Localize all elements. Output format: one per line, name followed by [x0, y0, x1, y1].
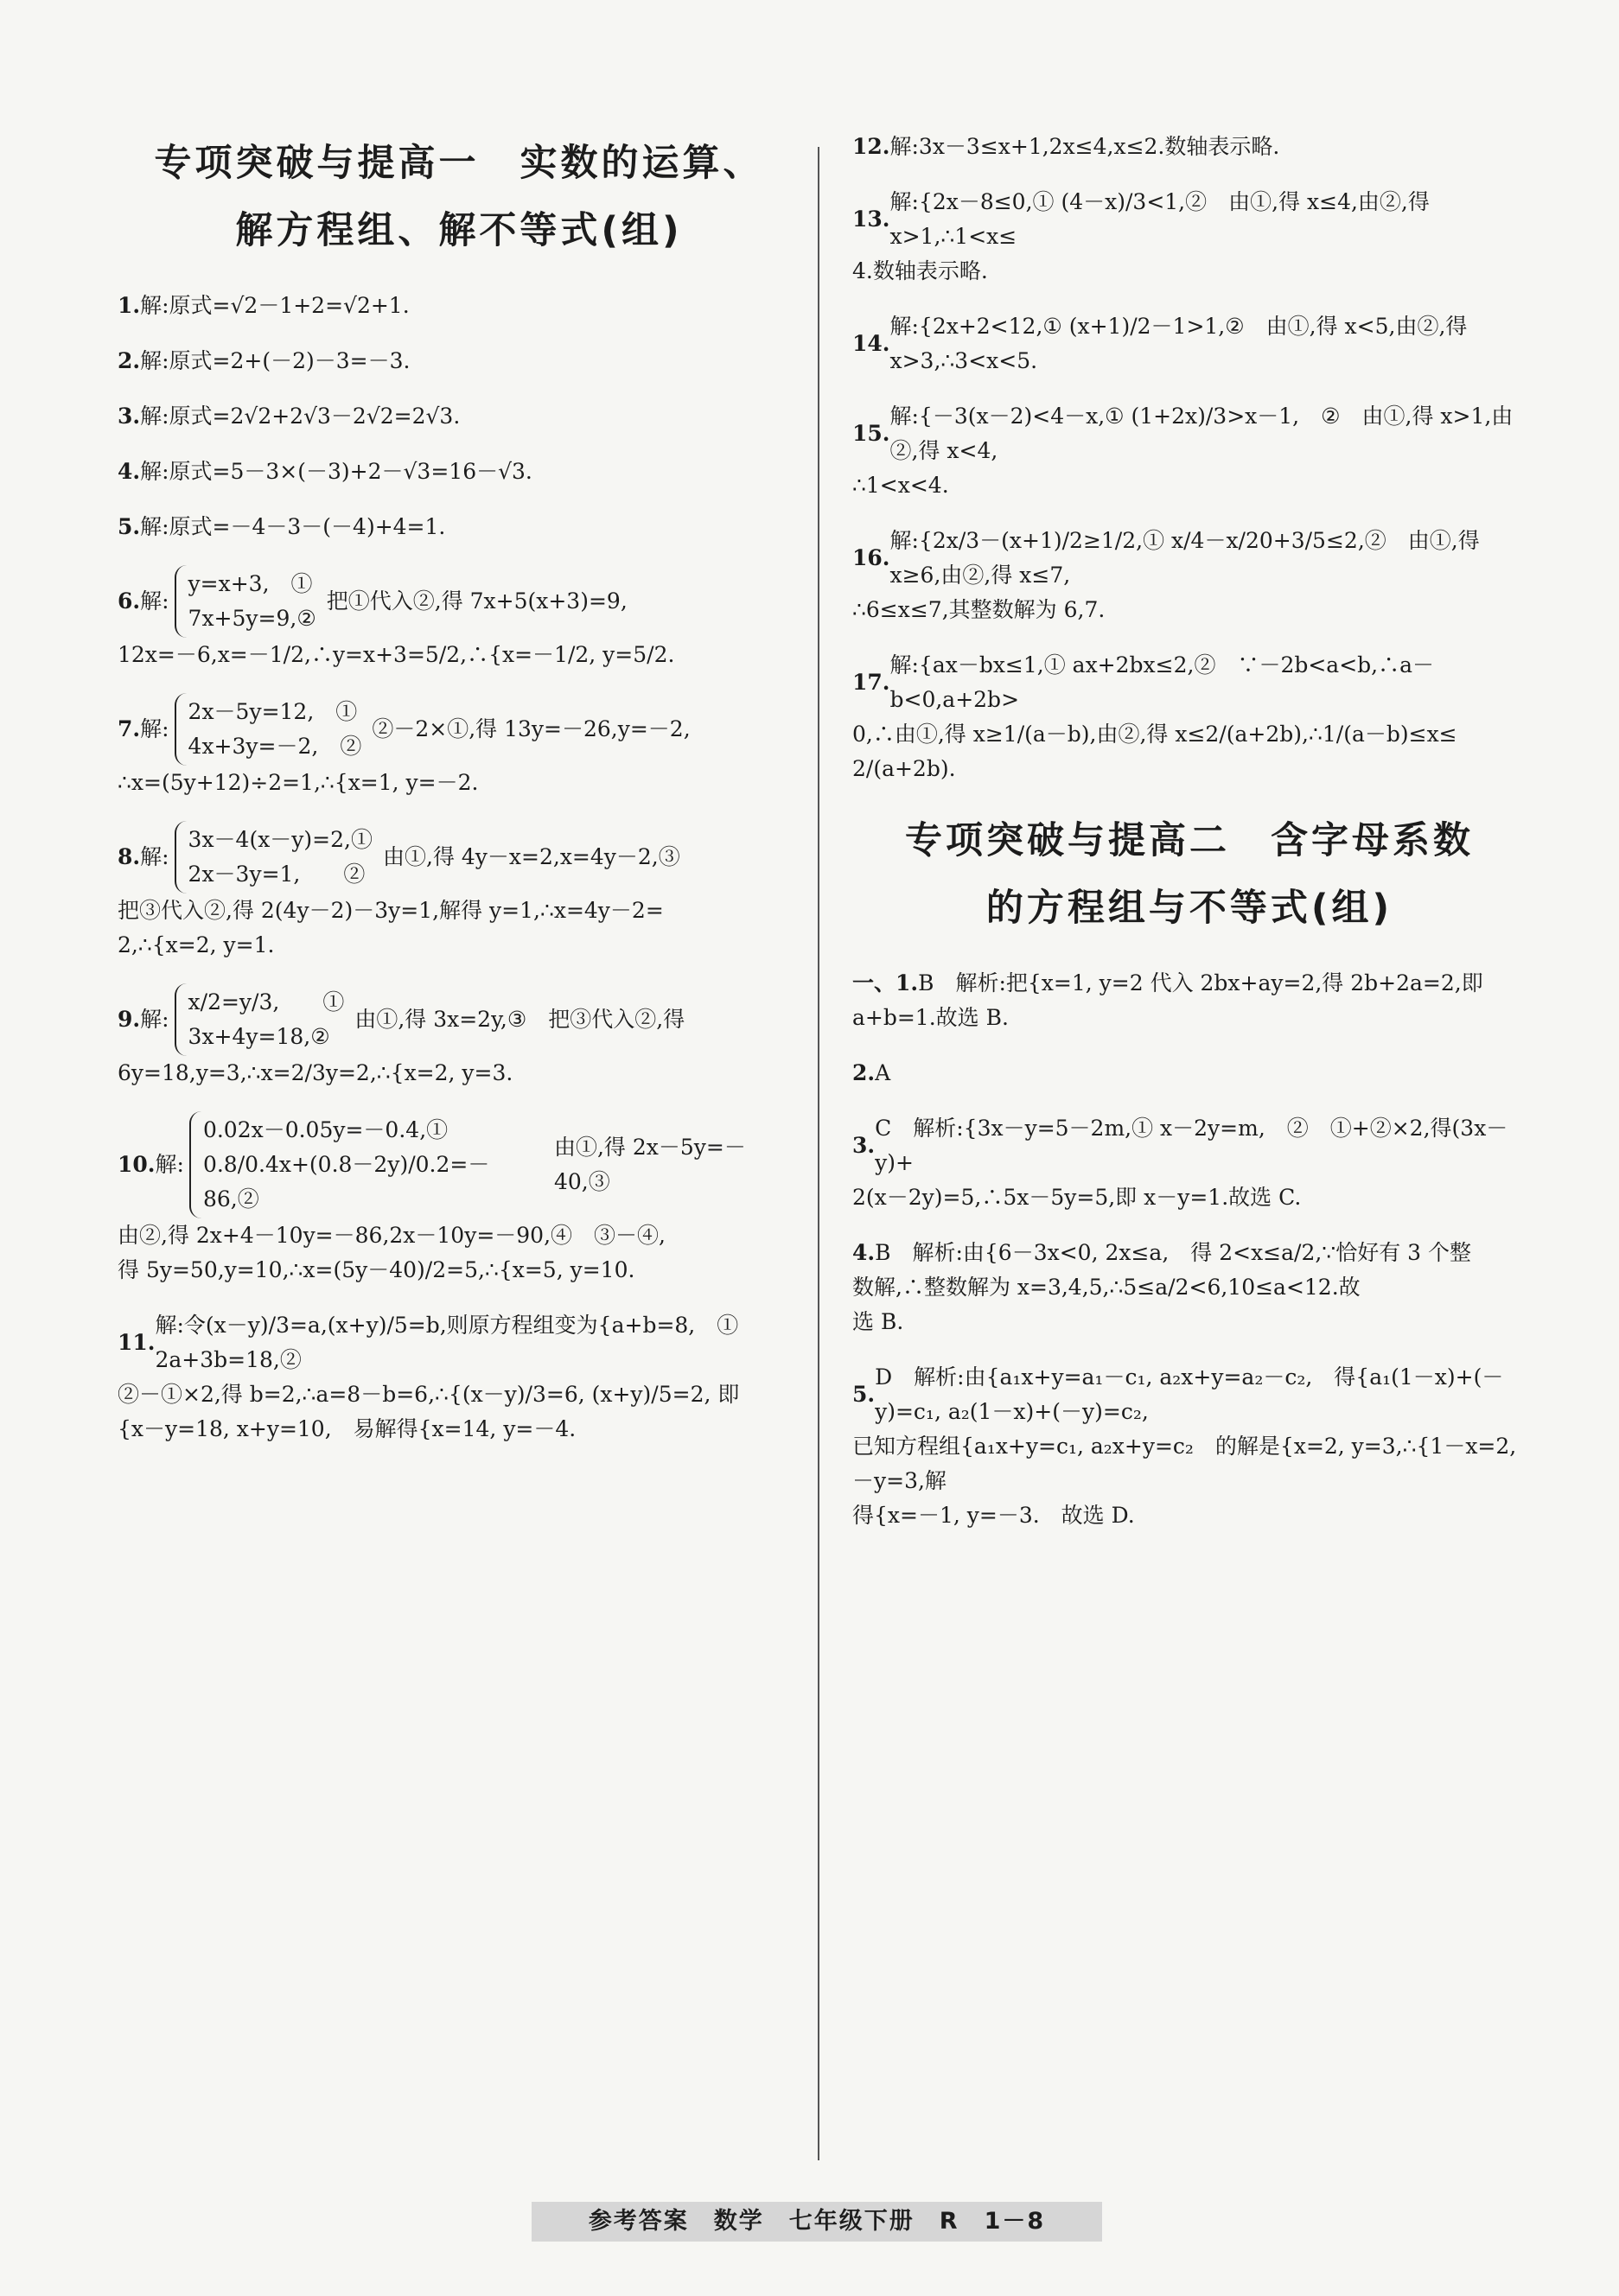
answer-item [118, 344, 800, 378]
item-line: a+b=1.故选 B. [852, 1005, 1009, 1030]
section-title-1-line-2: 解方程组、解不等式(组) [235, 209, 683, 252]
answer-item [118, 510, 800, 544]
item-number: 5. [852, 1382, 876, 1407]
item-line: D 解析:由{a₁x+y=a₁－c₁, a₂x+y=a₂－c₂, 得{a₁(1－x)+(－y)=c₁, a₂(1－x)+(－y)=c₂, [875, 1364, 1504, 1424]
section-title-2-line-1: 专项突破与提高二 含字母系数 [905, 819, 1474, 862]
item-line: 6y=18,y=3,∴x=2/3y=2,∴{x=2, y=3. [118, 1060, 513, 1085]
item-line: 已知方程组{a₁x+y=c₁, a₂x+y=c₂ 的解是{x=2, y=3,∴{1－x=2, －y=3,解 [852, 1434, 1524, 1493]
item-line: 12x=－6,x=－1/2,∴y=x+3=5/2,∴{x=－1/2, y=5/2. [118, 642, 675, 667]
item-number: 2. [118, 348, 141, 373]
answer-item [852, 1111, 1527, 1215]
item-number: 一、1. [852, 970, 919, 995]
item-line: 得 5y=50,y=10,∴x=(5y－40)/2=5,∴{x=5, y=10. [118, 1257, 635, 1282]
section-title-1-line-1: 专项突破与提高一 实数的运算、 [154, 142, 764, 185]
item-number: 3. [118, 404, 141, 429]
equation-line: 3x+4y=18,② [188, 1024, 330, 1049]
item-line: 解:原式=5－3×(－3)+2－√3=16－√3. [140, 459, 532, 484]
equation-line: 4x+3y=－2, ② [188, 734, 362, 759]
item-line: B 解析:把{x=1, y=2 代入 2bx+ay=2,得 2b+2a=2,即 [918, 970, 1483, 995]
equation-line: x/2=y/3, ① [188, 989, 345, 1014]
item-line: ∴x=(5y+12)÷2=1,∴{x=1, y=－2. [118, 770, 479, 795]
right-answer-list-1 [852, 130, 1527, 786]
item-step: 由①,得 3x=2y,③ 把③代入②,得 [354, 1007, 685, 1032]
item-line: 2(x－2y)=5,∴5x－5y=5,即 x－y=1.故选 C. [852, 1185, 1302, 1210]
item-number: 4. [118, 459, 141, 484]
item-line: 解:原式=√2－1+2=√2+1. [140, 293, 410, 318]
item-number: 16. [852, 545, 890, 570]
item-line: 由②,得 2x+4－10y=－86,2x－10y=－90,④ ③－④, [118, 1223, 666, 1248]
answer-item [118, 399, 800, 434]
item-line: 解:令(x－y)/3=a,(x+y)/5=b,则原方程组变为{a+b=8, ① 2a+3b=18,② [155, 1313, 746, 1372]
item-step: 由①,得 2x－5y=－40,③ [553, 1135, 746, 1194]
item-line: 解:原式=2√2+2√3－2√2=2√3. [140, 404, 461, 429]
item-line: 解:原式=－4－3－(－4)+4=1. [140, 514, 446, 539]
answer-item [852, 130, 1527, 164]
equation-system [175, 821, 373, 894]
equation-line: 3x－4(x－y)=2,① [188, 827, 373, 852]
answer-item [118, 565, 800, 672]
answer-item [118, 693, 800, 800]
item-line: 0,∴由①,得 x≥1/(a－b),由②,得 x≤2/(a+2b),∴1/(a－b)≤x≤ [852, 722, 1457, 747]
item-line: B 解析:由{6－3x<0, 2x≤a, 得 2<x≤a/2,∵恰好有 3 个整 [875, 1240, 1472, 1265]
item-number: 15. [852, 421, 890, 446]
item-number: 17. [852, 670, 890, 695]
item-line: ∴6≤x≤7,其整数解为 6,7. [852, 597, 1106, 622]
answer-item [852, 648, 1527, 786]
page-footer: 参考答案 数学 七年级下册 R 1－8 [532, 2202, 1102, 2242]
answer-item [852, 309, 1527, 378]
section-title-2-line-2: 的方程组与不等式(组) [985, 887, 1393, 930]
item-prefix: 解: [140, 844, 169, 869]
column-divider [818, 147, 819, 2160]
item-number: 9. [118, 1007, 141, 1032]
equation-line: y=x+3, ① [188, 571, 313, 596]
equation-line: 0.02x－0.05y=－0.4,① [202, 1117, 449, 1142]
item-line: 解:{－3(x－2)<4－x,① (1+2x)/3>x－1, ② 由①,得 x>1,由②,得 x<4, [889, 404, 1514, 463]
item-line: 解:3x－3≤x+1,2x≤4,x≤2.数轴表示略. [889, 134, 1280, 159]
answer-item [118, 1308, 800, 1447]
item-step: ②－2×①,得 13y=－26,y=－2, [372, 716, 691, 741]
item-prefix: 解: [140, 588, 169, 614]
answer-item [118, 821, 800, 963]
item-line: ∴1<x<4. [852, 473, 949, 498]
answer-item [852, 399, 1527, 503]
section-title-2 [852, 807, 1527, 942]
item-number: 3. [852, 1133, 876, 1158]
answer-item [852, 1360, 1527, 1533]
item-number: 11. [118, 1330, 156, 1355]
section-title-1 [118, 130, 800, 264]
item-number: 5. [118, 514, 141, 539]
item-line: {x－y=18, x+y=10, 易解得{x=14, y=－4. [118, 1416, 577, 1441]
equation-line: 7x+5y=9,② [188, 606, 316, 631]
answer-item [852, 1236, 1527, 1339]
item-line: C 解析:{3x－y=5－2m,① x－2y=m, ② ①+②×2,得(3x－y)+ [875, 1116, 1508, 1175]
item-line: 2,∴{x=2, y=1. [118, 932, 275, 957]
item-line: 解:{2x－8≤0,① (4－x)/3<1,② 由①,得 x≤4,由②,得 x>1,∴1<x≤ [889, 189, 1437, 249]
answer-item [118, 289, 800, 323]
item-line: 解:{ax－bx≤1,① ax+2bx≤2,② ∵－2b<a<b,∴a－b<0,a+2b> [889, 652, 1435, 712]
equation-line: 0.8/0.4x+(0.8－2y)/0.2=－86,② [202, 1152, 490, 1212]
equation-system [175, 693, 362, 766]
equation-line: 2x－5y=12, ① [188, 699, 358, 724]
item-line: A [875, 1060, 891, 1085]
item-number: 12. [852, 134, 890, 159]
item-number: 10. [118, 1152, 156, 1177]
item-number: 7. [118, 716, 141, 741]
equation-system [189, 1111, 544, 1218]
item-line: 解:{2x+2<12,① (x+1)/2－1>1,② 由①,得 x<5,由②,得 x>3,∴3<x<5. [889, 314, 1475, 373]
item-prefix: 解: [155, 1152, 184, 1177]
item-line: ②－①×2,得 b=2,∴a=8－b=6,∴{(x－y)/3=6, (x+y)/5=2, 即 [118, 1382, 740, 1407]
answer-item [118, 1111, 800, 1288]
item-line: 解:{2x/3－(x+1)/2≥1/2,① x/4－x/20+3/5≤2,② 由①,得 x≥6,由②,得 x≤7, [889, 528, 1487, 588]
item-number: 8. [118, 844, 141, 869]
right-column [852, 130, 1527, 1554]
equation-system [175, 565, 316, 638]
right-answer-list-2 [852, 966, 1527, 1533]
item-line: 4.数轴表示略. [852, 258, 988, 283]
item-line: 2/(a+2b). [852, 756, 956, 781]
answer-item [118, 455, 800, 489]
item-step: 由①,得 4y－x=2,x=4y－2,③ [383, 844, 680, 869]
item-number: 4. [852, 1240, 876, 1265]
item-number: 6. [118, 588, 141, 614]
item-step: 把①代入②,得 7x+5(x+3)=9, [326, 588, 628, 614]
item-line: 把③代入②,得 2(4y－2)－3y=1,解得 y=1,∴x=4y－2= [118, 898, 664, 923]
answer-item [118, 983, 800, 1091]
left-answer-list [118, 289, 800, 1447]
item-prefix: 解: [140, 716, 169, 741]
left-column [118, 130, 800, 1467]
item-number: 2. [852, 1060, 876, 1085]
item-line: 选 B. [852, 1309, 904, 1334]
item-number: 1. [118, 293, 141, 318]
item-number: 13. [852, 207, 890, 232]
item-line: 解:原式=2+(－2)－3=－3. [140, 348, 411, 373]
item-line: 数解,∴整数解为 x=3,4,5,∴5≤a/2<6,10≤a<12.故 [852, 1275, 1361, 1300]
equation-system [175, 983, 345, 1056]
equation-line: 2x－3y=1, ② [188, 862, 366, 887]
item-number: 14. [852, 331, 890, 356]
item-line: 得{x=－1, y=－3. 故选 D. [852, 1503, 1135, 1528]
answer-item [852, 185, 1527, 289]
item-prefix: 解: [140, 1007, 169, 1032]
answer-item [852, 966, 1527, 1035]
answer-item [852, 1056, 1527, 1091]
answer-item [852, 524, 1527, 627]
